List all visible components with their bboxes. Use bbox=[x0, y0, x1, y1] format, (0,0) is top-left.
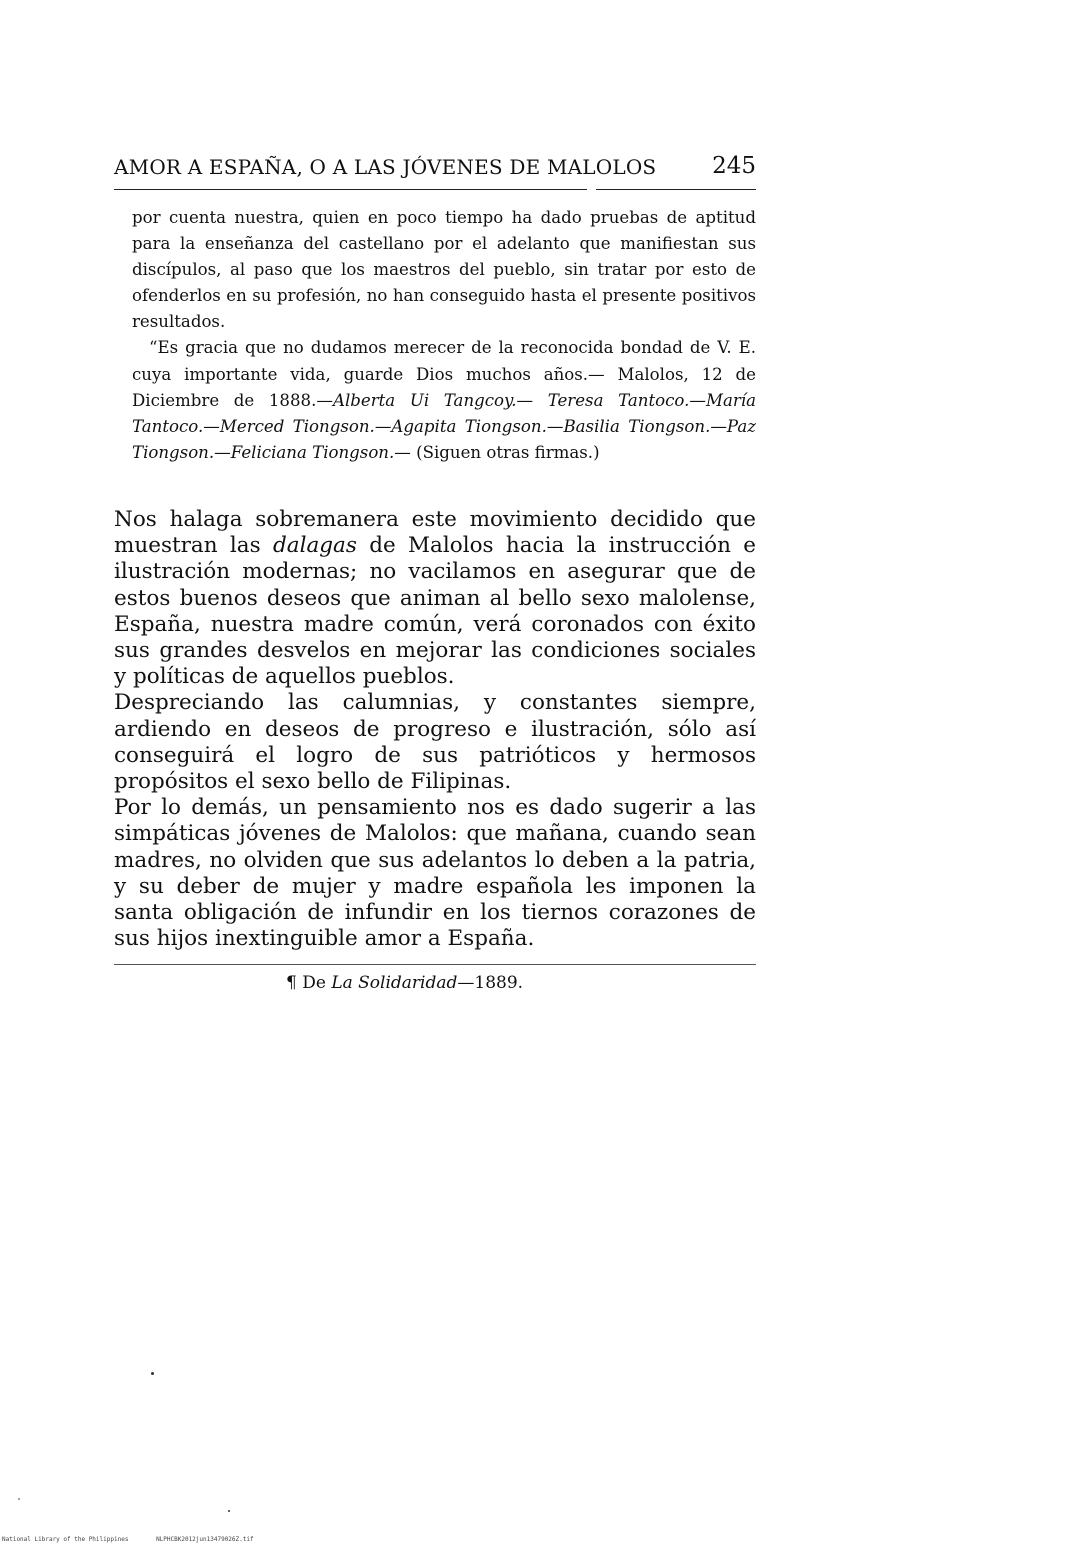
main-text bbox=[114, 507, 756, 952]
source-note bbox=[286, 971, 523, 995]
source-prefix: ¶ De bbox=[286, 973, 332, 993]
page-header bbox=[114, 152, 756, 184]
body-paragraph-1-end: de Malolos hacia la instrucción e ilustración modernas; no vacilamos en asegurar que de estos buenos deseos que animan al bello sexo malolense, España, nuestra madre común, verá coronados con éxito sus grandes desvelos en mejorar las condiciones sociales y políticas de aquellos pueblos. bbox=[114, 533, 756, 690]
body-paragraph-1 bbox=[114, 507, 756, 690]
header-rule-gap bbox=[587, 187, 596, 192]
footer-rule bbox=[114, 964, 756, 965]
letter-signatures: Alberta Ui Tangcoy.— Teresa Tantoco.—María Tantoco.—Merced Tiongson.—Agapita Tiongson.—Basilia Tiongson.—Paz Tiongson.—Feliciana Tiongson.— bbox=[132, 390, 757, 462]
letter-other-signatures: (Siguen otras firmas.) bbox=[410, 442, 600, 462]
scan-footer bbox=[2, 1536, 254, 1543]
running-title: AMOR A ESPAÑA, O A LAS JÓVENES DE MALOLOS bbox=[114, 155, 657, 179]
quoted-letter bbox=[132, 205, 756, 466]
letter-paragraph-2 bbox=[132, 335, 756, 465]
scan-speck bbox=[228, 1510, 230, 1512]
header-rule bbox=[114, 189, 756, 190]
body-paragraph-2: Despreciando las calumnias, y constantes siempre, ardiendo en deseos de progreso e ilustración, sólo así conseguirá el logro de sus patrióticos y hermosos propósitos el sexo bello de Filipinas. bbox=[114, 690, 756, 795]
letter-closing-text: “Es gracia que no dudamos merecer de la reconocida bondad de V. E. cuya importante vida, guarde Dios muchos años.— Malolos, 12 de Diciembre de 1888.— bbox=[132, 338, 756, 410]
scan-library: National Library of the Philippines bbox=[2, 1536, 129, 1543]
scan-speck bbox=[151, 1372, 154, 1375]
scan-file-id: NLPHCBK2012jun13479026Z.tif bbox=[156, 1536, 254, 1543]
source-title: La Solidaridad bbox=[331, 973, 458, 993]
body-paragraph-1-start: Nos halaga sobremanera este movimiento decidido que muestran las bbox=[114, 507, 756, 559]
page-number: 245 bbox=[712, 153, 756, 179]
body-paragraph-3: Por lo demás, un pensamiento nos es dado sugerir a las simpáticas jóvenes de Malolos: que mañana, cuando sean madres, no olviden que sus adelantos lo deben a la patria, y su deber de mujer y madre española les imponen la santa obligación de infundir en los tiernos corazones de sus hijos inextinguible amor a España. bbox=[114, 795, 756, 952]
scan-speck bbox=[18, 1498, 20, 1500]
source-year: —1889. bbox=[457, 973, 524, 993]
letter-paragraph-1: por cuenta nuestra, quien en poco tiempo ha dado pruebas de aptitud para la enseñanza del castellano por el adelanto que manifiestan sus discípulos, al paso que los maestros del pueblo, sin tratar por esto de ofenderlos en su profesión, no han conseguido hasta el presente positivos resultados. bbox=[132, 208, 756, 332]
dalagas-term: dalagas bbox=[272, 533, 357, 559]
